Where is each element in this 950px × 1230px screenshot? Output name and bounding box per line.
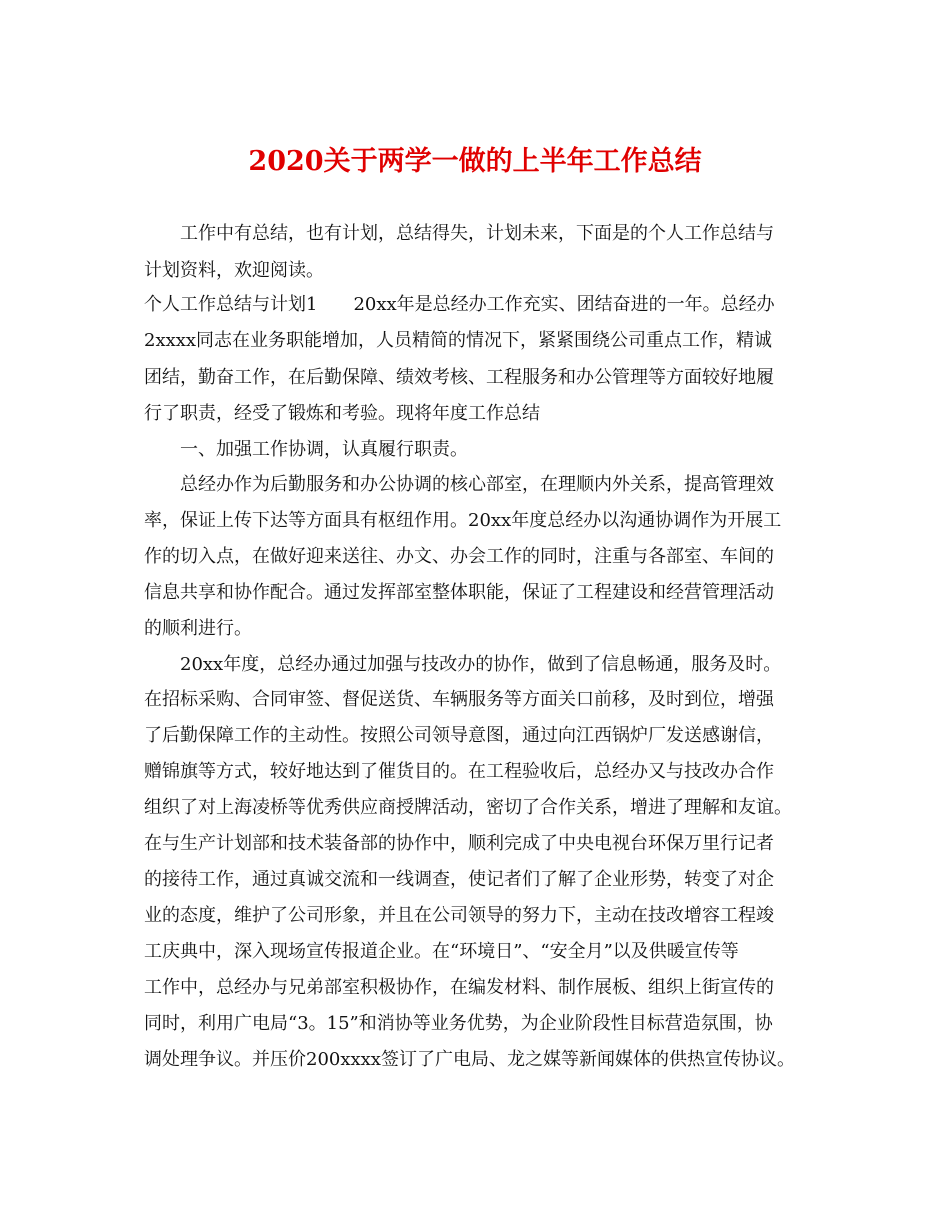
paragraph-line: 同时，利用广电局“3。15”和消协等业务优势，为企业阶段性目标营造氛围，协 (144, 1013, 773, 1034)
paragraph-line: 计划资料，欢迎阅读。 (144, 260, 324, 281)
paragraph-line: 信息共享和协作配合。通过发挥部室整体职能，保证了工程建设和经营管理活动 (144, 582, 774, 603)
paragraph-line: 工庆典中，深入现场宣传报道企业。在“环境日”、“安全月”以及供暖宣传等 (144, 941, 739, 962)
paragraph-line: 了后勤保障工作的主动性。按照公司领导意图，通过向江西锅炉厂发送感谢信， (144, 725, 774, 746)
paragraph-line: 20xx年度，总经办通过加强与技改办的协作，做到了信息畅通，服务及时。 (180, 654, 782, 675)
paragraph-line: 组织了对上海凌桥等优秀供应商授牌活动，密切了合作关系，增进了理解和友谊。 (144, 797, 792, 818)
paragraph-line: 工作中有总结，也有计划，总结得失，计划未来，下面是的个人工作总结与 (180, 223, 774, 244)
paragraph-line: 调处理争议。并压价200xxxx签订了广电局、龙之媒等新闻媒体的供热宣传协议。 (144, 1049, 795, 1070)
paragraph-line: 的接待工作，通过真诚交流和一线调查，使记者们了解了企业形势，转变了对企 (144, 869, 774, 890)
paragraph-line: 率，保证上传下达等方面具有枢纽作用。20xx年度总经办以沟通协调作为开展工 (144, 510, 782, 531)
paragraph-line: 个人工作总结与计划1 20xx年是总经办工作充实、团结奋进的一年。总经办 (144, 294, 775, 315)
paragraph-line: 的顺利进行。 (144, 618, 252, 639)
paragraph-line: 工作中，总经办与兄弟部室积极协作，在编发材料、制作展板、组织上街宣传的 (144, 977, 774, 998)
section-heading: 一、加强工作协调，认真履行职责。 (180, 439, 468, 460)
paragraph-line: 作的切入点，在做好迎来送往、办文、办会工作的同时，注重与各部室、车间的 (144, 546, 774, 567)
paragraph-line: 在与生产计划部和技术装备部的协作中，顺利完成了中央电视台环保万里行记者 (144, 833, 774, 854)
paragraph-line: 在招标采购、合同审签、督促送货、车辆服务等方面关口前移，及时到位，增强 (144, 689, 774, 710)
paragraph-line: 总经办作为后勤服务和办公协调的核心部室，在理顺内外关系，提高管理效 (180, 474, 774, 495)
document-title: 2020关于两学一做的上半年工作总结 (248, 146, 702, 177)
paragraph-line: 团结，勤奋工作，在后勤保障、绩效考核、工程服务和办公管理等方面较好地履 (144, 367, 774, 388)
paragraph-line: 业的态度，维护了公司形象，并且在公司领导的努力下，主动在技改增容工程竣 (144, 905, 774, 926)
paragraph-line: 行了职责，经受了锻炼和考验。现将年度工作总结 (144, 403, 540, 424)
paragraph-line: 2xxxx同志在业务职能增加，人员精简的情况下，紧紧围绕公司重点工作，精诚 (144, 330, 773, 351)
paragraph-line: 赠锦旗等方式，较好地达到了催货目的。在工程验收后，总经办又与技改办合作 (144, 761, 774, 782)
